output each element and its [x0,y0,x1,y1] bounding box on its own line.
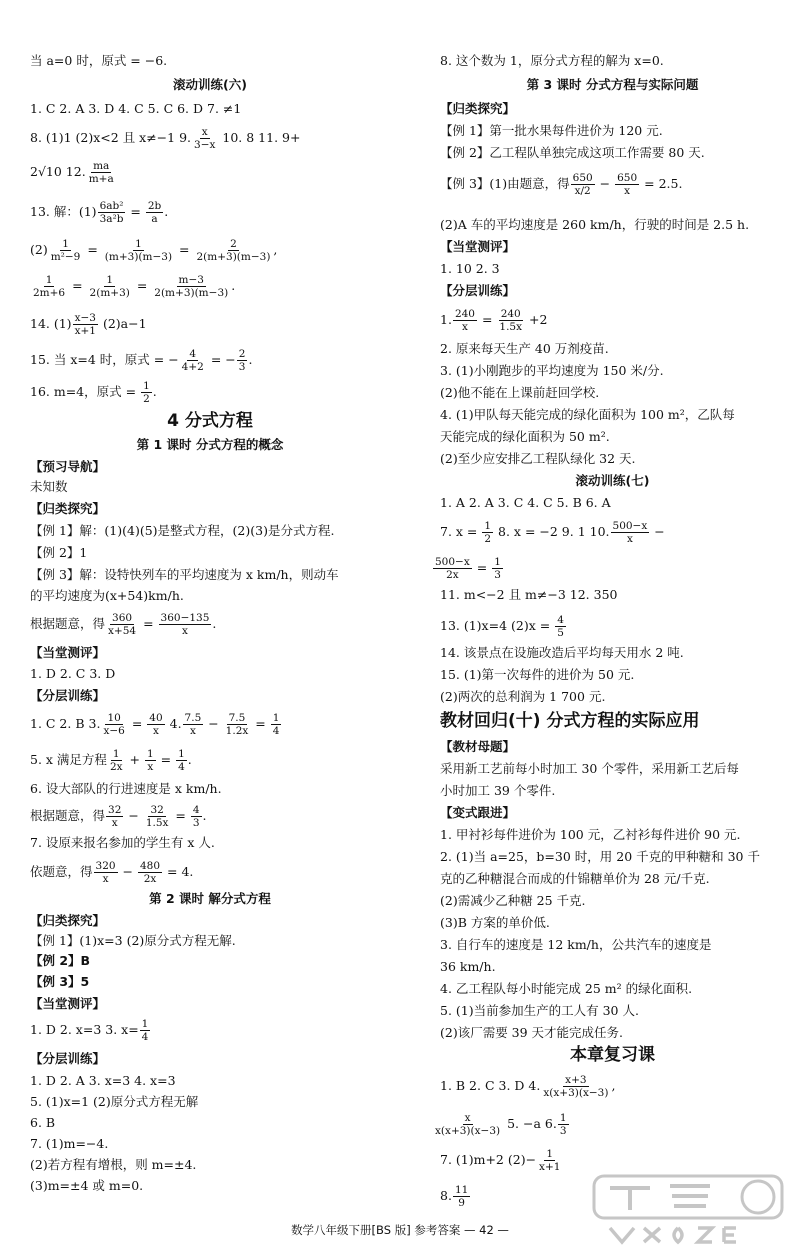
denominator: (m+3)(m−3) [104,251,173,263]
lesson-title: 第 2 课时 解分式方程 [149,891,271,906]
text-part: . [212,616,217,631]
numerator: 1 [106,274,114,286]
numerator: 500−x [435,556,470,568]
numerator: 1 [484,520,492,532]
chapter-title: 教材回归(十) 分式方程的实际应用 [440,711,700,731]
text-part: , [273,242,278,257]
section-heading: 滚动训练(六) [173,77,247,92]
denominator: x/2 [574,185,591,197]
lesson-title: 第 1 课时 分式方程的概念 [136,437,284,452]
numerator: 7.5 [184,712,202,724]
denominator: 3−x [194,139,216,151]
text-part: . [152,384,157,399]
numerator: 40 [149,712,163,724]
text-part: 8. [440,1188,452,1203]
text-part: 16. m=4，原式 = [30,384,141,399]
text-part: = [139,616,158,631]
text-part: + [125,752,144,767]
text-line: 1. D 2. A 3. x=3 4. x=3 [30,1073,176,1088]
text-line: 8. 这个数为 1，原分式方程的解为 x=0. [440,53,664,68]
numerator: 11 [454,1184,469,1196]
text-line [30,612,216,637]
text-line: 【例 2】1 [30,545,88,560]
denominator: x+54 [108,625,137,637]
text-part: +2 [525,312,548,327]
numerator: x [201,126,208,138]
text-part: = − [206,352,236,367]
text-line [30,748,192,773]
denominator: x [152,725,159,737]
text-line: 2. (1)当 a=25，b=30 时，用 20 千克的甲种糖和 30 千 [440,849,760,864]
text-line: 【例 3】解：设特快列车的平均速度为 x km/h，则动车 [30,567,339,582]
denominator: 4+2 [181,361,204,373]
text-line: 1. C 2. A 3. D 4. C 5. C 6. D 7. ≠1 [30,101,242,116]
section-tag: 【归类探究】 [30,913,106,928]
text-line: 5. (1)x=1 (2)原分式方程无解 [30,1094,199,1109]
text-line: 2. 原来每天生产 40 万剂疫苗. [440,341,609,356]
denominator: 1.5x [145,817,169,829]
denominator: x [111,817,118,829]
text-line: 6. 设大部队的行进速度是 x km/h. [30,781,222,796]
text-part: 8. (1)1 (2)x<2 且 x≠−1 9. [30,130,192,145]
numerator: 1 [135,238,142,250]
denominator: x [189,725,196,737]
text-part: = [175,242,194,257]
text-line: 未知数 [30,479,68,494]
text-line: 15. (1)第一次每件的进价为 50 元. [440,667,635,682]
numerator: 2 [230,238,237,250]
text-line: 【例 3】5 [30,974,90,989]
text-line: (3)B 方案的单价低. [440,915,550,930]
text-part: − [204,716,223,731]
fraction [271,712,282,737]
text-line [440,520,665,545]
text-line: 的平均速度为(x+54)km/h. [30,588,184,603]
denominator: 9 [458,1197,465,1209]
numerator: 4 [557,614,564,626]
text-line [440,1074,615,1099]
numerator: 360−135 [160,612,210,624]
chapter-title: 4 分式方程 [167,411,253,431]
denominator: x(x+3)(x−3) [435,1125,501,1137]
text-part: 8. x = −2 9. 1 10. [494,524,610,539]
section-heading: 滚动训练(七) [575,473,650,488]
text-line [30,200,168,225]
fraction [140,1018,151,1043]
section-tag: 【归类探究】 [30,501,106,516]
denominator: a [151,213,158,225]
text-part: 1. [440,312,452,327]
denominator: 4 [272,725,280,737]
text-line: (2)两次的总利润为 1 700 元. [440,689,606,704]
text-part: 【例 3】(1)由题意，得 [440,176,570,191]
denominator: 2(m+3) [89,287,130,299]
numerator: 320 [95,860,116,872]
text-line: 天能完成的绿化面积为 50 m². [440,429,610,444]
text-line: 4. (1)甲队每天能完成的绿化面积为 100 m²，乙队每 [440,407,735,422]
text-line [440,1184,471,1209]
numerator: 1 [112,748,120,760]
text-part: 1. D 2. x=3 3. x= [30,1022,139,1037]
text-line [30,126,300,151]
denominator: 2x [143,873,157,885]
text-part: . [231,278,236,293]
fraction [555,614,566,639]
text-line: 【例 2】乙工程队单独完成这项工作需要 80 天. [440,145,705,160]
numerator: 32 [108,804,122,816]
denominator: x [462,321,468,333]
denominator: x [626,533,633,545]
text-line: 36 km/h. [440,959,496,974]
text-line: 3. (1)小刚跑步的平均速度为 150 米/分. [440,363,664,378]
text-part: = [251,716,270,731]
section-tag: 【变式跟进】 [440,805,516,820]
denominator: 2x [446,569,459,581]
denominator: x+1 [539,1161,561,1173]
text-line: 当 a=0 时，原式 = −6. [30,53,168,68]
text-part: . [187,752,192,767]
numerator: x−3 [74,312,96,324]
denominator: 3 [494,569,501,581]
fraction [194,238,272,263]
fraction [433,556,472,581]
text-part: 10. 8 11. 9+ [218,130,301,145]
numerator: m−3 [178,274,204,286]
text-line: 【例 1】(1)x=3 (2)原分式方程无解. [30,933,236,948]
fraction [192,126,217,151]
text-line [30,274,235,299]
chapter-title: 本章复习课 [570,1045,655,1065]
numerator: 10 [107,712,121,724]
text-line [30,160,117,185]
denominator: x [147,761,154,773]
text-part: − [124,808,143,823]
numerator: 1 [178,748,185,760]
text-part: . [248,352,253,367]
text-part: = [472,560,492,575]
text-line [440,308,547,333]
text-line: 【例 2】B [30,953,91,968]
text-part: = [83,242,102,257]
fraction [144,804,171,829]
text-line: 【例 1】第一批水果每件进价为 120 元. [440,123,663,138]
text-part: (2) [30,242,48,257]
text-line [30,348,252,373]
text-part: = [132,278,152,293]
section-tag: 【分层训练】 [30,688,106,703]
numerator: 1 [143,380,150,392]
numerator: 1 [494,556,501,568]
text-part: = [156,752,176,767]
text-line: 克的乙种糖混合而成的什锦糖单价为 28 元/千克. [440,871,710,886]
text-part: . [164,204,169,219]
numerator: 6ab² [99,200,124,212]
watermark-circle [742,1181,774,1213]
fraction [106,804,123,829]
fraction [558,1112,569,1137]
section-tag: 【当堂测评】 [30,645,106,660]
fraction [106,612,138,637]
denominator: 5 [557,627,564,639]
numerator: 1 [62,238,69,250]
watermark-strokes [610,1186,710,1210]
fraction [492,556,503,581]
text-line: 1. 甲衬衫每件进价为 100 元，乙衬衫每件进价 90 元. [440,827,741,842]
numerator: 7.5 [228,712,246,724]
text-part: 1. C 2. B 3. [30,716,101,731]
section-tag: 【预习导航】 [30,459,106,474]
section-tag: 【分层训练】 [440,283,516,298]
text-line [30,712,282,737]
text-part: 7. (1)m+2 (2)− [440,1152,537,1167]
numerator: 1 [45,274,53,286]
text-part: 5. x 满足方程 [30,752,107,767]
text-part: 2√10 12. [30,164,86,179]
fraction [88,274,132,299]
text-line: (2)该厂需要 39 天才能完成任务. [440,1025,624,1040]
text-line [30,804,207,829]
fraction [453,1184,470,1209]
text-line: (2)至少应安排乙工程队绿化 32 天. [440,451,636,466]
fraction [180,348,206,373]
numerator: ma [93,160,110,172]
text-line: 1. 10 2. 3 [440,261,500,276]
denominator: 1.5x [499,321,523,333]
text-part: = [68,278,87,293]
numerator: 2b [147,200,162,212]
fraction [49,238,83,263]
text-part: = [126,204,145,219]
fraction [87,160,116,185]
text-line: 小时加工 39 个零件. [440,783,556,798]
fraction [224,712,251,737]
denominator: x−6 [103,725,125,737]
text-line: 采用新工艺前每小时加工 30 个零件，采用新工艺后每 [440,761,739,776]
section-tag: 【教材母题】 [440,739,516,754]
text-part: 根据题意，得 [30,808,106,823]
denominator: 4 [141,1031,149,1043]
text-line: 6. B [30,1115,56,1130]
fraction [98,200,126,225]
fraction [103,238,174,263]
text-part: (2)a−1 [98,316,147,331]
numerator: 1 [272,712,280,724]
numerator: 32 [150,804,164,816]
text-line [30,860,193,885]
fraction [101,712,126,737]
text-line: 7. 设原来报名参加的学生有 x 人. [30,835,215,850]
text-line [432,1112,570,1137]
fraction [147,712,164,737]
denominator: 2 [484,533,492,545]
fraction [145,748,156,773]
text-line: 1. A 2. A 3. C 4. C 5. B 6. A [440,495,611,510]
text-line: 3. 自行车的速度是 12 km/h，公共汽车的速度是 [440,937,712,952]
fraction [497,308,524,333]
text-part: − [118,864,137,879]
denominator: 3 [559,1125,567,1137]
numerator: x [464,1112,471,1124]
text-part: 7. x = [440,524,482,539]
fraction [183,712,204,737]
numerator: 1 [559,1112,567,1124]
fraction [141,380,152,405]
numerator: 4 [192,804,200,816]
fraction [138,860,162,885]
lesson-title: 第 3 课时 分式方程与实际问题 [526,77,699,92]
text-line: 4. 乙工程队每小时能完成 25 m² 的绿化面积. [440,981,693,996]
text-line [30,238,277,263]
denominator: 2x [109,761,123,773]
section-tag: 【当堂测评】 [30,996,106,1011]
text-line: 11. m<−2 且 m≠−3 12. 350 [440,587,618,602]
fraction [73,312,98,337]
denominator: 3 [238,361,246,373]
text-line [440,614,567,639]
text-line: (2)需减少乙种糖 25 千克. [440,893,586,908]
text-line: 14. 该景点在设施改造后平均每天用水 2 吨. [440,645,684,660]
fraction [176,748,187,773]
numerator: x+3 [565,1074,587,1086]
text-part: 根据题意，得 [30,616,106,631]
fraction [146,200,163,225]
denominator: 2(m+3)(m−3) [154,287,229,299]
denominator: 1.2x [225,725,249,737]
text-line: (2)A 车的平均速度是 260 km/h，行驶的时间是 2.5 h. [440,217,750,232]
page-footer: 数学八年级下册[BS 版] 参考答案 — 42 — [291,1223,509,1237]
denominator: 2m+6 [33,287,66,299]
numerator: 360 [112,612,133,624]
numerator: 240 [454,308,475,320]
fraction [453,308,477,333]
numerator: 240 [500,308,521,320]
text-part: 1. B 2. C 3. D 4. [440,1078,541,1093]
text-part: . [202,808,207,823]
text-part: = [127,716,147,731]
text-line: 7. (1)m=−4. [30,1136,109,1151]
text-part: 14. (1) [30,316,72,331]
denominator: 4 [178,761,185,773]
fraction [482,520,493,545]
denominator: x(x+3)(x−3) [543,1087,609,1099]
text-line: 【例 1】解：(1)(4)(5)是整式方程，(2)(3)是分式方程. [30,523,335,538]
text-part: − [650,524,665,539]
text-part: 13. 解：(1) [30,204,97,219]
text-line: (3)m=±4 或 m=0. [30,1178,144,1193]
text-line [30,380,157,405]
fraction [237,348,248,373]
text-part: 15. 当 x=4 时，原式 = − [30,352,179,367]
denominator: 3 [192,817,200,829]
text-part: 4. [165,716,182,731]
section-tag: 【归类探究】 [440,101,516,116]
fraction [191,804,202,829]
fraction [31,274,67,299]
denominator: 3a²b [99,213,124,225]
section-tag: 【当堂测评】 [440,239,516,254]
denominator: x [624,185,631,197]
fraction [541,1074,610,1099]
fraction [108,748,125,773]
text-part: 5. −a 6. [503,1116,557,1131]
denominator: m+a [88,173,114,185]
numerator: 650 [572,172,593,184]
text-part: 依题意，得 [30,864,93,879]
text-part: = 2.5. [640,176,683,191]
fraction [611,520,650,545]
text-part: 13. (1)x=4 (2)x = [440,618,555,633]
text-part: − [595,176,615,191]
text-line: 5. (1)当前参加生产的工人有 30 人. [440,1003,639,1018]
text-line [30,312,147,337]
denominator: x [102,873,109,885]
denominator: x [182,625,188,637]
section-tag: 【分层训练】 [30,1051,106,1066]
fraction [537,1148,562,1173]
text-line: (2)他不能在上课前赶回学校. [440,385,600,400]
text-line [440,1148,563,1173]
text-part: = [171,808,190,823]
numerator: 4 [189,348,197,360]
text-part: , [611,1078,616,1093]
numerator: 1 [146,748,154,760]
fraction [159,612,212,637]
numerator: 1 [546,1148,554,1160]
text-part: = [477,312,497,327]
numerator: 480 [139,860,161,872]
numerator: 500−x [612,520,648,532]
text-line [30,1018,151,1043]
denominator: 2 [143,393,150,405]
fraction [152,274,230,299]
denominator: 2(m+3)(m−3) [196,251,271,263]
text-line [432,556,504,581]
fraction [94,860,118,885]
denominator: m²−9 [50,251,81,263]
fraction [433,1112,502,1137]
text-line: (2)若方程有增根，则 m=±4. [30,1157,197,1172]
fraction [571,172,595,197]
fraction [615,172,639,197]
text-line [440,172,682,197]
text-line: 1. D 2. C 3. D [30,666,116,681]
denominator: x+1 [74,325,96,337]
text-part: = 4. [163,864,194,879]
numerator: 650 [617,172,638,184]
numerator: 2 [238,348,246,360]
numerator: 1 [141,1018,149,1030]
